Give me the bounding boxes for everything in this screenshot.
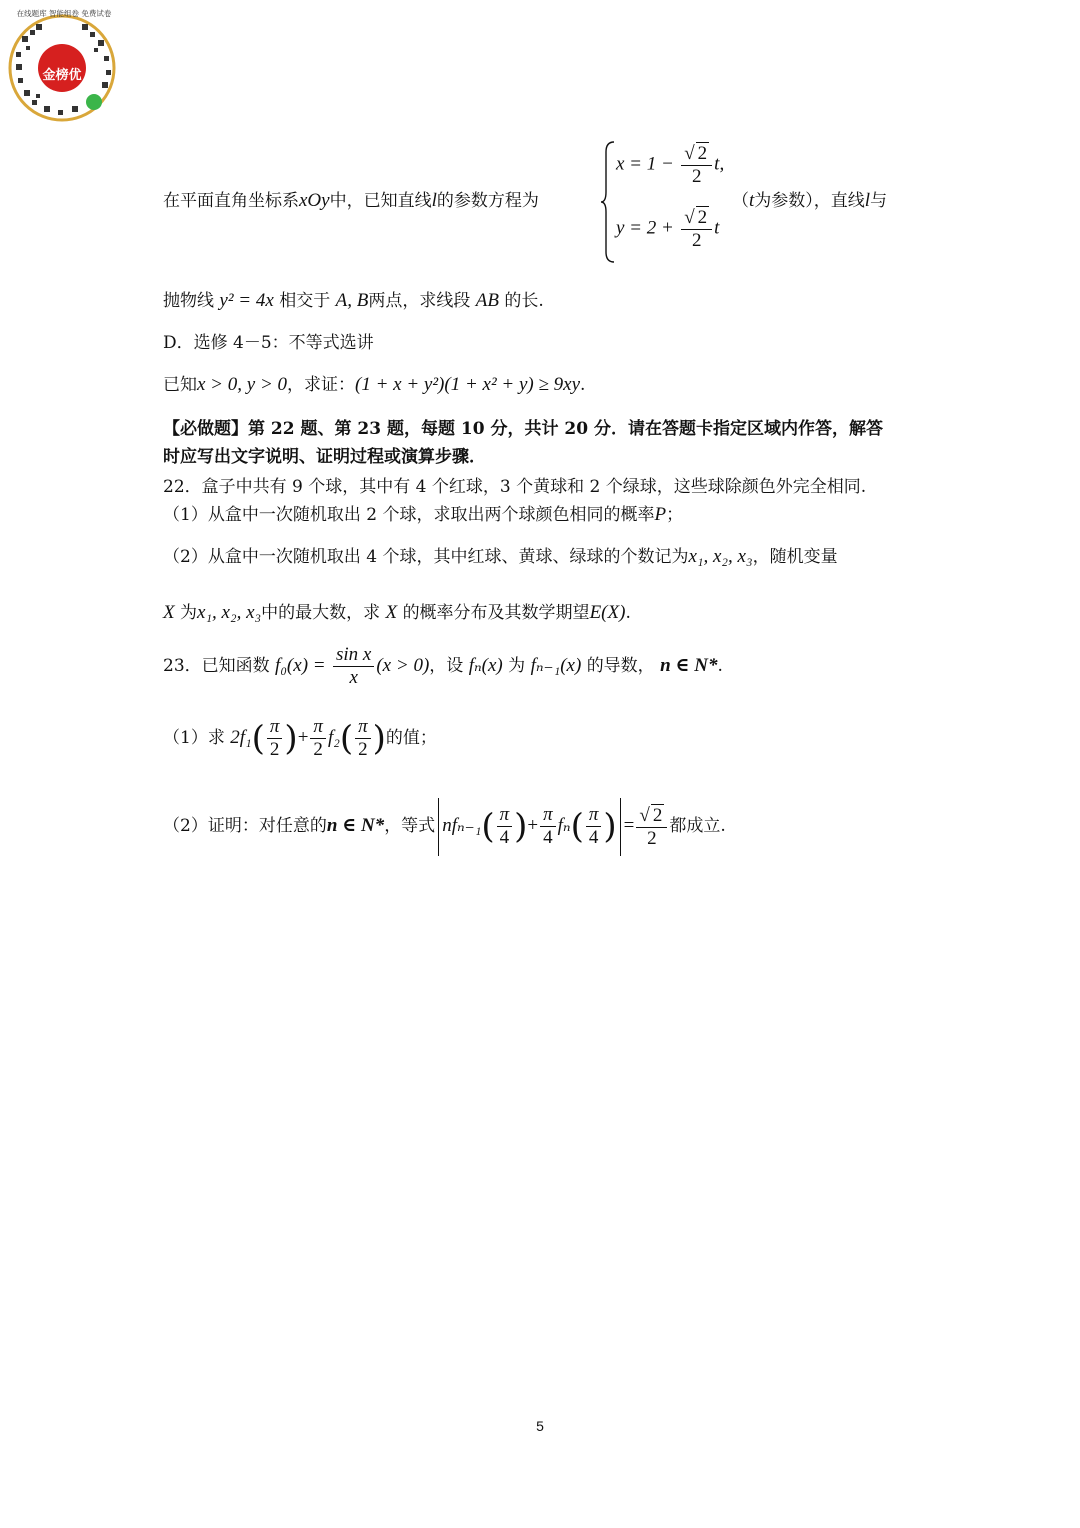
fraction: $\frac{√ 2}{2}$ xyxy=(681,142,712,188)
logo-ring-text: 在线题库 智能组卷 免费试卷 xyxy=(16,9,112,18)
fraction: $\frac{\text{sin x}}{x}$ xyxy=(333,644,374,689)
q21c-line2: 抛物线 y² = 4x 相交于 A, B两点，求线段 AB 的长. xyxy=(163,290,544,311)
fraction: $\frac{\pi}{2}$ xyxy=(267,716,283,761)
q21d-statement: 已知x > 0, y > 0，求证：(1 + x + y²)(1 + x² + y) ≥ 9xy. xyxy=(163,374,586,395)
required-header-line2: 时应写出文字说明、证明过程或演算步骤． xyxy=(163,447,486,467)
param-eq-y: y = 2 + $\frac{√ 2}{2}$ t xyxy=(616,207,720,251)
q23-part2: （2）证明：对任意的n ∈ N*，等式 nfₙ₋₁( $\frac{\pi}{4}$ )+ $\frac{\pi}{4}$ fₙ( $\frac{\pi}{4}$ ) = $\frac{√ 2}{2}$ 都成立. xyxy=(163,796,726,856)
parametric-system xyxy=(600,140,740,264)
page-number: 5 xyxy=(536,1418,544,1434)
q23-part1: （1）求 2f₁( $\frac{\pi}{2}$ )+ $\frac{\pi}{2}$ f₂( $\frac{\pi}{2}$ )的值； xyxy=(163,716,437,760)
fraction: $\frac{\pi}{2}$ xyxy=(310,716,326,761)
fraction: $\frac{√ 2}{2}$ xyxy=(681,206,712,252)
required-header-line1: 【必做题】第 22 题、第 23 题，每题 10 分，共计 20 分．请在答题卡指定区域内作答，解答 xyxy=(163,419,883,439)
param-eq-x: x = 1 − $\frac{√ 2}{2}$ t, xyxy=(616,143,725,187)
left-brace-icon xyxy=(600,140,616,264)
q21c-line1: 在平面直角坐标系xOy中，已知直线l的参数方程为 xyxy=(163,190,539,211)
fraction: $\frac{\pi}{4}$ xyxy=(540,804,556,849)
fraction: $\frac{\pi}{4}$ xyxy=(586,804,602,849)
q22-part2-line1: （2）从盒中一次随机取出 4 个球，其中红球、黄球、绿球的个数记为x₁, x₂, x₃，随机变量 xyxy=(163,546,838,567)
qr-logo xyxy=(6,6,118,126)
fraction: $\frac{\pi}{2}$ xyxy=(355,716,371,761)
q23-stem: 23．已知函数 f₀(x) = $\frac{\text{sin x}}{x}$ (x > 0)，设 fₙ(x) 为 fₙ₋₁(x) 的导数， n ∈ N*. xyxy=(163,644,723,688)
q22-part1: （1）从盒中一次随机取出 2 个球，求取出两个球颜色相同的概率P； xyxy=(163,504,684,525)
q22-stem: 22．盒子中共有 9 个球，其中有 4 个红球，3 个黄球和 2 个绿球，这些球除颜色外完全相同. xyxy=(163,477,867,497)
logo-center-text: 金榜优 xyxy=(42,68,82,83)
q21c-line1-tail: （t为参数），直线l与 xyxy=(732,190,888,211)
q21d-title: D．选修 4－5：不等式选讲 xyxy=(163,333,374,353)
q22-part2-line2: X 为x₁, x₂, x₃中的最大数，求 X 的概率分布及其数学期望E(X). xyxy=(163,602,631,623)
fraction: $\frac{\pi}{4}$ xyxy=(497,804,513,849)
var-xoy: xOy xyxy=(299,190,330,211)
fraction: $\frac{√ 2}{2}$ xyxy=(636,804,667,850)
var-l: l xyxy=(431,190,437,211)
